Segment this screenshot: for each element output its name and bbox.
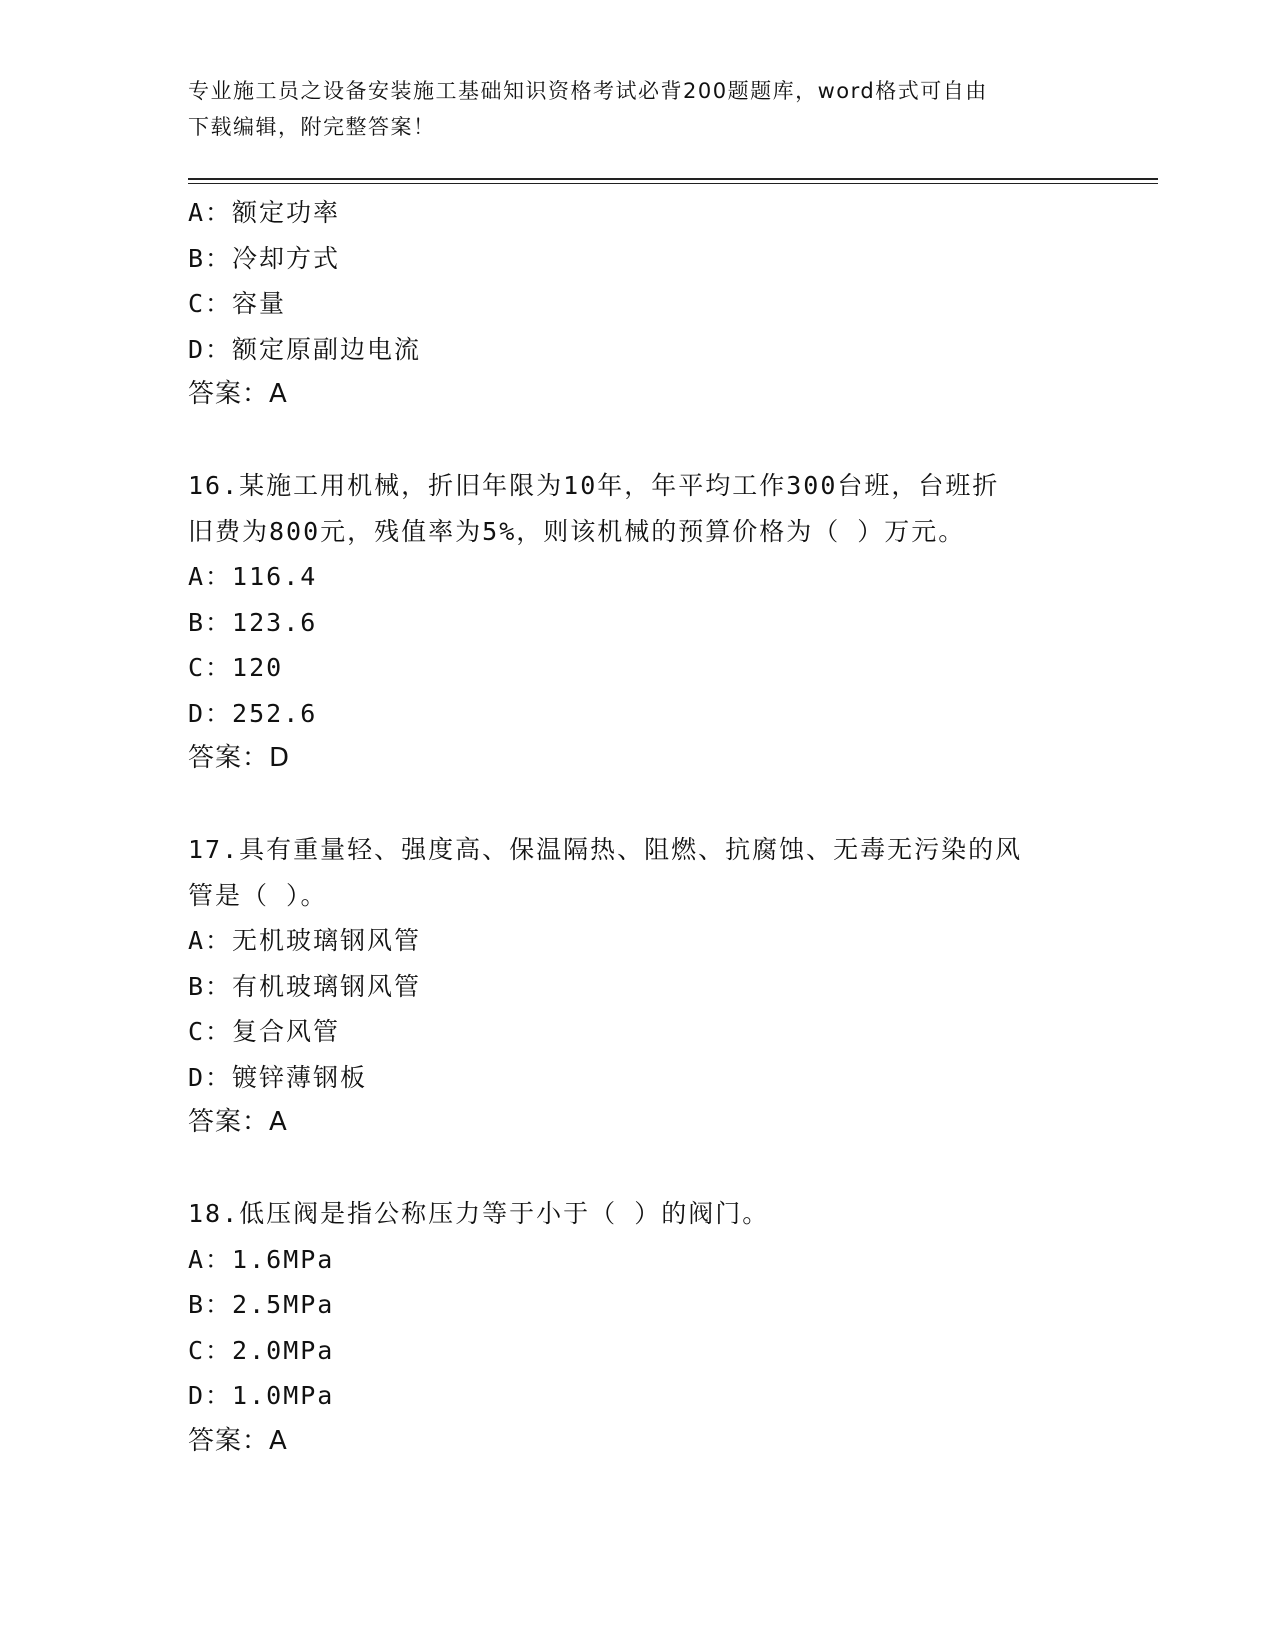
spacer	[188, 782, 1068, 828]
question-stem-line-1: 18.低压阀是指公称压力等于小于（ ）的阀门。	[188, 1199, 770, 1228]
option-a: A：1.6MPa	[188, 1244, 335, 1274]
question-stem-line-2: 旧费为800元，残值率为5%，则该机械的预算价格为（ ）万元。	[188, 516, 966, 546]
option-b: B：有机玻璃钢风管	[188, 971, 422, 1001]
spacer	[188, 1146, 1068, 1192]
option-b: B：冷却方式	[188, 243, 341, 273]
option-d: D：1.0MPa	[188, 1381, 335, 1410]
option-c: C：复合风管	[188, 1017, 341, 1046]
question-stem-line-2: 管是（ ）。	[188, 880, 328, 910]
header-divider-thick	[188, 178, 1158, 180]
question-16	[188, 463, 1068, 782]
option-d: D：镀锌薄钢板	[188, 1062, 368, 1092]
spacer	[188, 418, 1068, 464]
option-a: A：额定功率	[188, 198, 341, 227]
question-17	[188, 827, 1068, 1146]
question-stem-line-1: 17.具有重量轻、强度高、保温隔热、阻燃、抗腐蚀、无毒无污染的风	[188, 835, 1023, 864]
header-title-line-1: 专业施工员之设备安装施工基础知识资格考试必背200题题库，word格式可自由	[188, 79, 988, 103]
answer-line: 答案：D	[188, 743, 291, 773]
question-18	[188, 1191, 1068, 1464]
answer-line: 答案：A	[188, 379, 288, 409]
document-header	[188, 73, 1068, 145]
option-a: A：116.4	[188, 562, 318, 591]
answer-line: 答案：A	[188, 1425, 288, 1456]
option-c: C：120	[188, 653, 284, 682]
option-c: C：容量	[188, 289, 287, 318]
option-a: A：无机玻璃钢风管	[188, 926, 422, 955]
header-divider-thin	[188, 183, 1158, 184]
answer-line: 答案：A	[188, 1107, 288, 1137]
option-c: C：2.0MPa	[188, 1335, 335, 1365]
option-d: D：252.6	[188, 698, 318, 728]
question-15-continued	[188, 190, 1068, 418]
question-stem-line-1: 16.某施工用机械，折旧年限为10年，年平均工作300台班，台班折	[188, 471, 1000, 500]
header-title-line-2: 下载编辑，附完整答案！	[188, 115, 436, 139]
option-b: B：2.5MPa	[188, 1290, 335, 1319]
option-d: D：额定原副边电流	[188, 334, 422, 364]
document-body	[188, 190, 1068, 1464]
option-b: B：123.6	[188, 607, 318, 637]
